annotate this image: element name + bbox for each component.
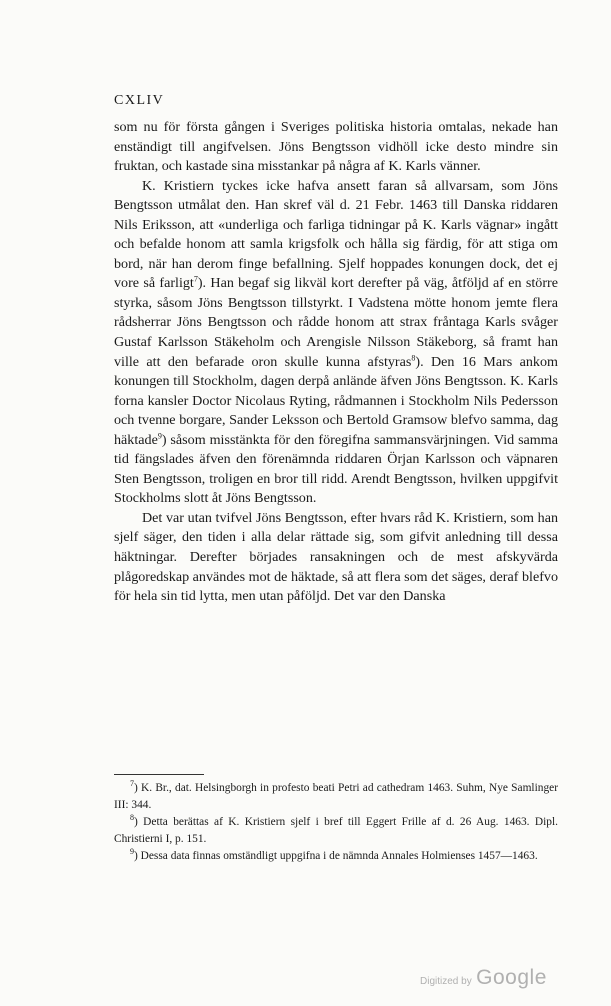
body-text (114, 118, 558, 607)
footnote-7 (114, 780, 558, 814)
paragraph-2-text-d: ) såsom misstänkta för den föregifna sammansvärjningen. Vid samma tid fängslades äfven den förenämnda riddaren Örjan Karlsson och väpnaren Sten Bengtsson, troligen en bror till ridd. Arendt Bengtsson, hvilken uppgifvit Stockholms slott åt Jöns Bengtsson. (114, 431, 558, 507)
footnote-divider (114, 774, 204, 775)
paragraph-2-text-c: ). Den 16 Mars ankom konungen till Stockholm, dagen derpå anlände äfven Jöns Bengtsson. K. Karls forna kansler Doctor Nicolaus Ryting, rådmannen i Stockholm Nils Pedersson och tvenne borgare, Sander Leksson och Bertold Gramsow blefvo samma, dag häktade (114, 353, 558, 448)
footnote-ref-9: 9 (157, 431, 162, 441)
google-logo: Google (476, 966, 547, 989)
footnote-9 (114, 848, 558, 865)
paragraph-3: Det var utan tvifvel Jöns Bengtsson, efter hvars råd K. Kristiern, som han sjelf säger, den tiden i alla delar rättade sig, som gifvit anledning till dessa häktningar. Derefter börjades ransakningen och de mest afskyvärda plågoredskap användes mot de häktade, så att flera som det säges, deraf blefvo för hela sin tid lytta, men utan påföljd. Det var den Danska (114, 509, 558, 605)
footnote-ref-8: 8 (411, 352, 416, 362)
paragraph-2 (114, 177, 558, 509)
digitized-watermark (420, 966, 547, 990)
paragraph-2-text-a: K. Kristiern tyckes icke hafva ansett faran så allvarsam, som Jöns Bengtsson utmålat den. Han skref väl d. 21 Febr. 1463 till Danska riddaren Nils Eriksson, att «underliga och farliga tidningar på K. Karls vägnar» ingått och befalde honom att samla krigsfolk och hålla sig färdig, för att stiga om bord, när han derom finge befallning. Sjelf hoppades konungen dock, det ej vore så farligt (114, 177, 558, 292)
paragraph-1: som nu för första gången i Sveriges politiska historia omtalas, nekade han enständigt till angifvelsen. Jöns Bengtsson vidhöll icke desto mindre sin fruktan, och kastade sina misstankar på några af K. Karls vänner. (114, 119, 558, 175)
footnote-text: ) Dessa data finnas omständligt uppgifna i de nämnda Annales Holmienses 1457—1463. (134, 850, 538, 862)
footnotes (114, 780, 558, 865)
footnote-text: ) K. Br., dat. Helsingborgh in profesto beati Petri ad cathedram 1463. Suhm, Nye Samlinger III: 344. (114, 782, 558, 811)
footnote-marker: 7 (130, 779, 134, 789)
footnote-marker: 8 (130, 813, 134, 823)
paragraph-2-text-b: ). Han begaf sig likväl kort derefter på väg, åtföljd af en större styrka, såsom Jöns Bengtsson tillstyrkt. I Vadstena mötte honom jemte flera rådsherrar Jöns Bengtsson och rådde honom att strax fråntaga Karls svåger Gustaf Karlsson Stäkeholm och Arengisle Nilsson Stäkeborg, så framt han ville att den befarade oron skulle kunna afstyras (114, 275, 558, 370)
footnote-ref-7: 7 (193, 274, 198, 284)
footnote-marker: 9 (130, 847, 134, 857)
page-number: CXLIV (114, 93, 165, 108)
footnote-text: ) Detta berättas af K. Kristiern sjelf i bref till Eggert Frille af d. 26 Aug. 1463. Dipl. Christierni I, p. 151. (114, 816, 558, 845)
footnote-8 (114, 814, 558, 848)
watermark-prefix: Digitized by (420, 976, 472, 987)
